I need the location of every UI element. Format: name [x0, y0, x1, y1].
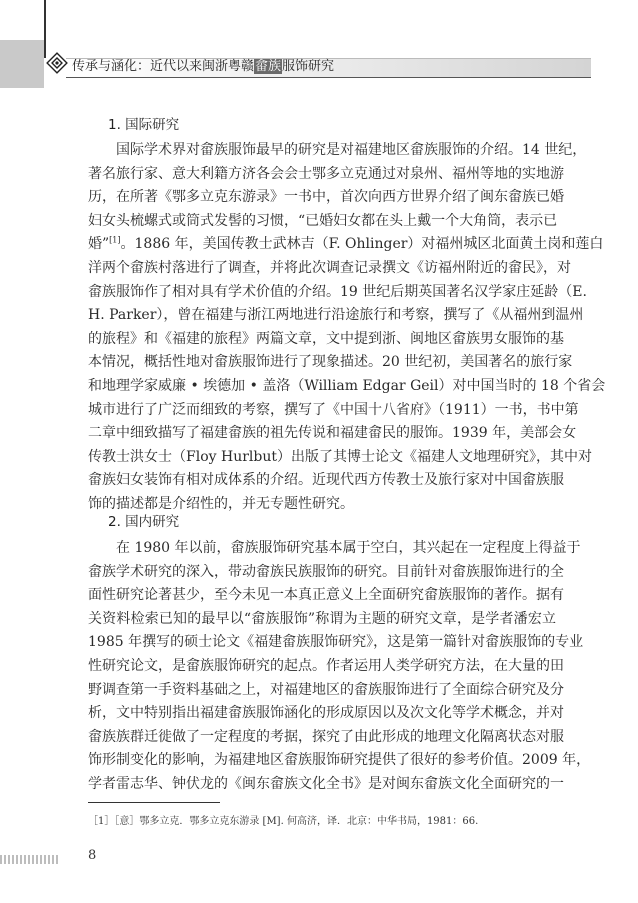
- text-line: 历，在所著《鄂多立克东游录》一书中，首次向西方世界介绍了闽东畲族已婚: [88, 189, 564, 206]
- paragraph-domestic: [88, 537, 591, 797]
- text-line: 国际学术界对畲族服饰最早的研究是对福建地区畲族服饰的介绍。14 世纪，: [116, 142, 587, 158]
- text-line: 学者雷志华、钟伏龙的《闽东畲族文化全书》是对闽东畲族文化全面研究的一: [88, 775, 564, 792]
- footnote-rule: [88, 802, 220, 803]
- text-line: 面性研究论著甚少，至今未见一本真正意义上全面研究畲族服饰的著作。据有: [88, 587, 564, 604]
- text-line: 本情况，概括性地对畲族服饰进行了现象描述。20 世纪初，美国著名的旅行家: [88, 354, 573, 371]
- text-line: 性研究论文，是畲族服饰研究的起点。作者运用人类学研究方法，在大量的田: [88, 657, 564, 674]
- text-line: 二章中细致描写了福建畲族的祖先传说和福建畲民的服饰。1939 年，美部会女: [88, 425, 577, 442]
- text-line: 著名旅行家、意大利籍方济各会会士鄂多立克通过对泉州、福州等地的实地游: [88, 165, 564, 182]
- text-line: 畲族妇女装饰有相对成体系的介绍。近现代西方传教士及旅行家对中国畲族服: [88, 472, 564, 489]
- page-number: 8: [88, 848, 97, 863]
- text-line: 和地理学家威廉 • 埃德加 • 盖洛（William Edgar Geil）对中国当时的 18 个省会: [88, 377, 606, 394]
- section-heading-international: 1. 国际研究: [108, 117, 180, 133]
- ornament-icon: [44, 50, 70, 76]
- text-line: 洋两个畲族村落进行了调查，并将此次调查记录撰文《访福州附近的畲民》，对: [88, 259, 571, 276]
- text-line: 传教士洪女士（Floy Hurlbut）出版了其博士论文《福建人文地理研究》，其中对: [88, 448, 592, 465]
- text-line: 的旅程》和《福建的旅程》两篇文章，文中提到浙、闽地区畲族男女服饰的基: [88, 330, 564, 347]
- text-line: 野调查第一手资料基础之上，对福建地区的畲族服饰进行了全面综合研究及分: [88, 681, 564, 698]
- header-title: 传承与涵化：近代以来闽浙粤赣畲族服饰研究: [72, 59, 335, 74]
- section-heading-domestic: 2. 国内研究: [108, 514, 180, 530]
- text-line: 在 1980 年以前，畲族服饰研究基本属于空白，其兴起在一定程度上得益于: [116, 540, 581, 556]
- text-line: 1985 年撰写的硕士论文《福建畲族服饰研究》，这是第一篇针对畲族服饰的专业: [88, 634, 584, 651]
- text-line: 饰形制变化的影响，为福建地区畲族服饰研究提供了很好的参考价值。2009 年，: [88, 752, 591, 769]
- text-line: 妇女头梳螺式或筒式发髻的习惯，“已婚妇女都在头上戴一个大角筒，表示已: [88, 212, 558, 229]
- footnote-ref: [1]: [109, 235, 121, 245]
- running-header: [44, 46, 604, 80]
- text-line: 析，文中特别指出福建畲族服饰涵化的形成原因以及次文化等学术概念，并对: [88, 705, 564, 722]
- footnote: ［1］［意］鄂多立克．鄂多立克东游录 [M]. 何高济，译．北京：中华书局，1981：66.: [88, 816, 479, 827]
- text-line: 城市进行了广泛而细致的考察，撰写了《中国十八省府》（1911）一书，书中第: [88, 401, 579, 418]
- text-line: H. Parker），曾在福建与浙江两地进行沿途旅行和考察，撰写了《从福州到温州: [88, 307, 584, 324]
- text-line: 饰的描述都是介绍性的，并无专题性研究。: [88, 495, 354, 512]
- paragraph-international: [88, 139, 606, 517]
- text-line: 畲族服饰作了相对具有学术价值的介绍。19 世纪后期英国著名汉学家庄延龄（E.: [88, 283, 587, 300]
- margin-stripe: [0, 855, 58, 864]
- text-line: 畲族学术研究的深入，带动畲族民族服饰的研究。目前针对畲族服饰进行的全: [88, 563, 564, 580]
- text-line: 关资料检索已知的最早以“畲族服饰”称谓为主题的研究文章，是学者潘宏立: [88, 610, 556, 627]
- margin-gray-block: [0, 40, 44, 88]
- text-line: 畲族族群迁徙做了一定程度的考据，探究了由此形成的地理文化隔离状态对服: [88, 728, 564, 745]
- text-line: 婚”[1]。1886 年，美国传教士武林吉（F. Ohlinger）对福州城区北面黄土岗和莲白: [88, 235, 604, 253]
